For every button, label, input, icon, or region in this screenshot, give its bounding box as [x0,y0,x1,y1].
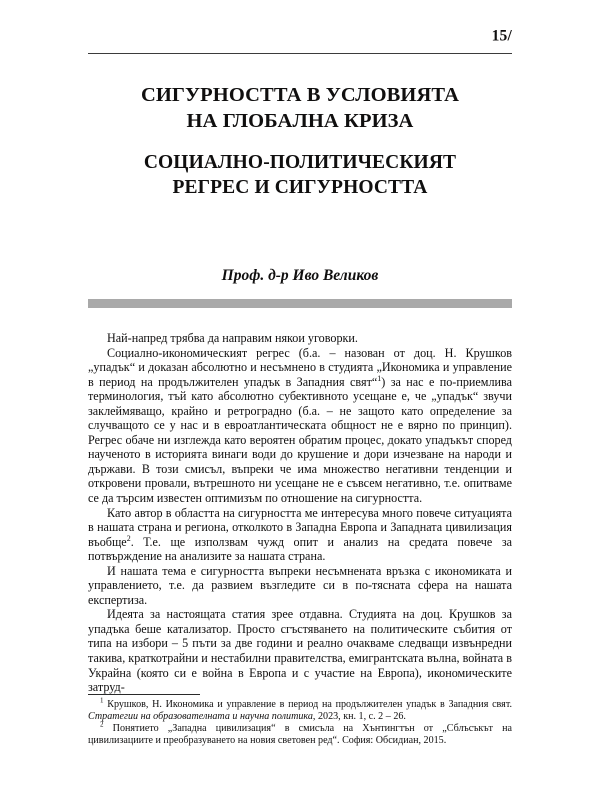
header-rule [88,53,512,54]
paragraph-2-head: Социално-икономическият регрес (б.а. – назован от доц. Н. Крушков „упадък“ и доказан абсолютно и несъмнено в студията „Икономика и управление в период на продължителен упадък в Западния свят“ [88,345,512,389]
running-head [88,0,512,72]
title-line-1: СИГУРНОСТТА В УСЛОВИЯТА [140,84,460,106]
footnote-2-text-a: Понятието „Западна цивилизация“ в смисъла на Хънтингтън от „Сблъсъкът на цивилизациите и преобразуването на новия световен ред“. София: Обсидиан, 2015. [88,723,512,747]
page-content-column [88,0,512,695]
footnote-1-text-b: , 2023, кн. 1, с. 2 – 26. [312,711,406,723]
paragraph-3-tail: . Т.е. ще използвам чужд опит и анализ на средата повече за потвърждение на анализите за нашата страна. [88,534,512,564]
footnote-1-journal: Стратегии на образователната и научна политика [88,711,313,723]
subtitle-line-1: СОЦИАЛНО-ПОЛИТИЧЕСКИЯТ [143,152,457,174]
subtitle-line-2: РЕГРЕС И СИГУРНОСТТА [172,177,428,199]
footnote-ref-1[interactable]: 1 [377,373,382,383]
title-line-2: НА ГЛОБАЛНА КРИЗА [186,110,414,133]
footnote-2-marker: 2 [100,720,104,729]
paragraph-3-head: Като автор в областта на сигурността ме интересува много повече ситуацията в нашата страна и региона, отколкото в Западна Европа и Западната цивилизация въобще [88,505,512,549]
footnote-ref-2[interactable]: 2 [126,533,131,543]
author-name: Проф. д-р Иво Великов [221,267,379,285]
paragraph-3 [88,506,512,564]
paragraph-5-text: Идеята за настоящата статия зрее отдавна. Студията на доц. Крушков за упадъка беше катализатор. Просто сгъстяването на политическите събития от типа на избори – 5 пъти за две години и реално очакваме следващи извънредни такива, краткотрайни и нестабилни правителства, емигрантската вълна, войната в Украйна (която си е война в Европа и с участие на Европа), икономическите затруд- [88,607,512,695]
paragraph-5 [88,607,512,694]
page-title [88,82,512,134]
page-subtitle [88,151,512,201]
footnote-1-text-a: Крушков, Н. Икономика и управление в период на продължителен упадък в Западния свят. [103,699,512,710]
paragraph-4-text: И нашата тема е сигурността въпреки несъмнената връзка с икономиката и управлението, т.е. да развием възгледите си в по-тясната сфера на нашата експертиза. [88,563,512,607]
page-folio: 15/ [491,27,512,45]
footnote-separator-rule [88,694,200,695]
paragraph-1 [88,331,512,346]
footnote-area [88,694,512,747]
footnote-2 [88,720,512,747]
paragraph-2-tail: ) за нас е по-приемлива терминология, тъй като абсолютно субективното усещане е, че „упадък“ звучи заклеймяващо, крайно и ретроградно (б.а. – не защото като определение за случващото се у нас и в евроатлантическата общност не е вярно по принцип). Регрес обаче ни изглежда като вероятен обратим процес, докато упадъкът според наученото в историята винаги води до крушение и дори изчезване на народи и държави. В този смисъл, въпреки че има множество негативни тенденции и откровени провали, вътрешното ни усещане не е съвсем негативно, т.е. опитваме се да търсим известен оптимизъм по отношение на сигурността. [88,374,513,505]
footnote-1 [88,696,512,723]
paragraph-1-text: Най-напред трябва да направим някои уговорки. [107,330,358,345]
footnote-1-marker: 1 [100,696,104,705]
section-divider-bar [88,299,512,308]
paragraph-2 [88,346,512,506]
article-body [88,331,512,695]
paragraph-4 [88,564,512,608]
